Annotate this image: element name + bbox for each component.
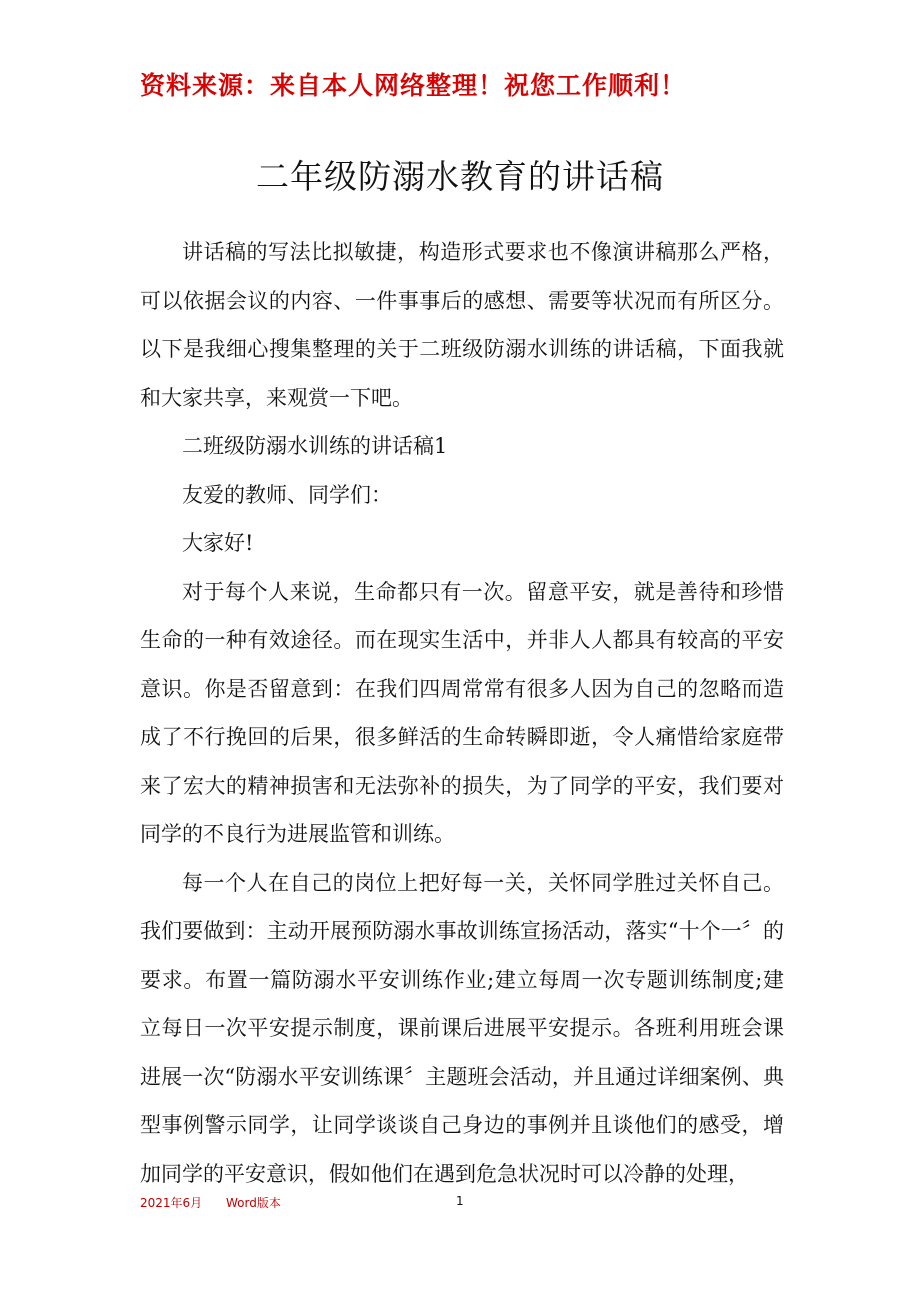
- paragraph-life-safety: 对于每个人来说，生命都只有一次。留意平安，就是善待和珍惜生命的一种有效途径。而在现实生活中，并非人人都具有较高的平安意识。你是否留意到：在我们四周常常有很多人因为自己的忽略而造成了不行挽回的后果，很多鲜活的生命转瞬即逝，令人痛惜给家庭带来了宏大的精神损害和无法弥补的损失，为了同学的平安，我们要对同学的不良行为进展监管和训练。: [140, 579, 784, 846]
- page-number: 1: [456, 1194, 464, 1208]
- document-title: 二年级防溺水教育的讲话稿: [256, 157, 664, 196]
- paragraph-subtitle: 二班级防溺水训练的讲话稿1: [182, 434, 448, 458]
- source-notice: 资料来源：来自本人网络整理！祝您工作顺利！: [140, 71, 687, 100]
- footer: [140, 1194, 281, 1211]
- paragraph-intro: 讲话稿的写法比拟敏捷，构造形式要求也不像演讲稿那么严格，可以依据会议的内容、一件事事后的感想、需要等状况而有所区分。以下是我细心搜集整理的关于二班级防溺水训练的讲话稿，下面我就和大家共享，来观赏一下吧。: [140, 240, 784, 410]
- paragraph-greeting: 大家好!: [182, 531, 254, 555]
- document-body: [140, 228, 784, 1198]
- footer-version: Word版本: [226, 1196, 281, 1210]
- paragraph-salutation: 友爱的教师、同学们：: [182, 482, 392, 507]
- footer-date: 2021年6月: [140, 1196, 203, 1210]
- paragraph-measures: 每一个人在自己的岗位上把好每一关，关怀同学胜过关怀自己。我们要做到：主动开展预防溺水事故训练宣扬活动，落实“十个一〞的要求。布置一篇防溺水平安训练作业;建立每周一次专题训练制度;建立每日一次平安提示制度，课前课后进展平安提示。各班利用班会课进展一次“防溺水平安训练课〞主题班会活动，并且通过详细案例、典型事例警示同学，让同学谈谈自己身边的事例并且谈他们的感受，增加同学的平安意识，假如他们在遇到危急状况时可以冷静的处理，: [140, 870, 784, 1186]
